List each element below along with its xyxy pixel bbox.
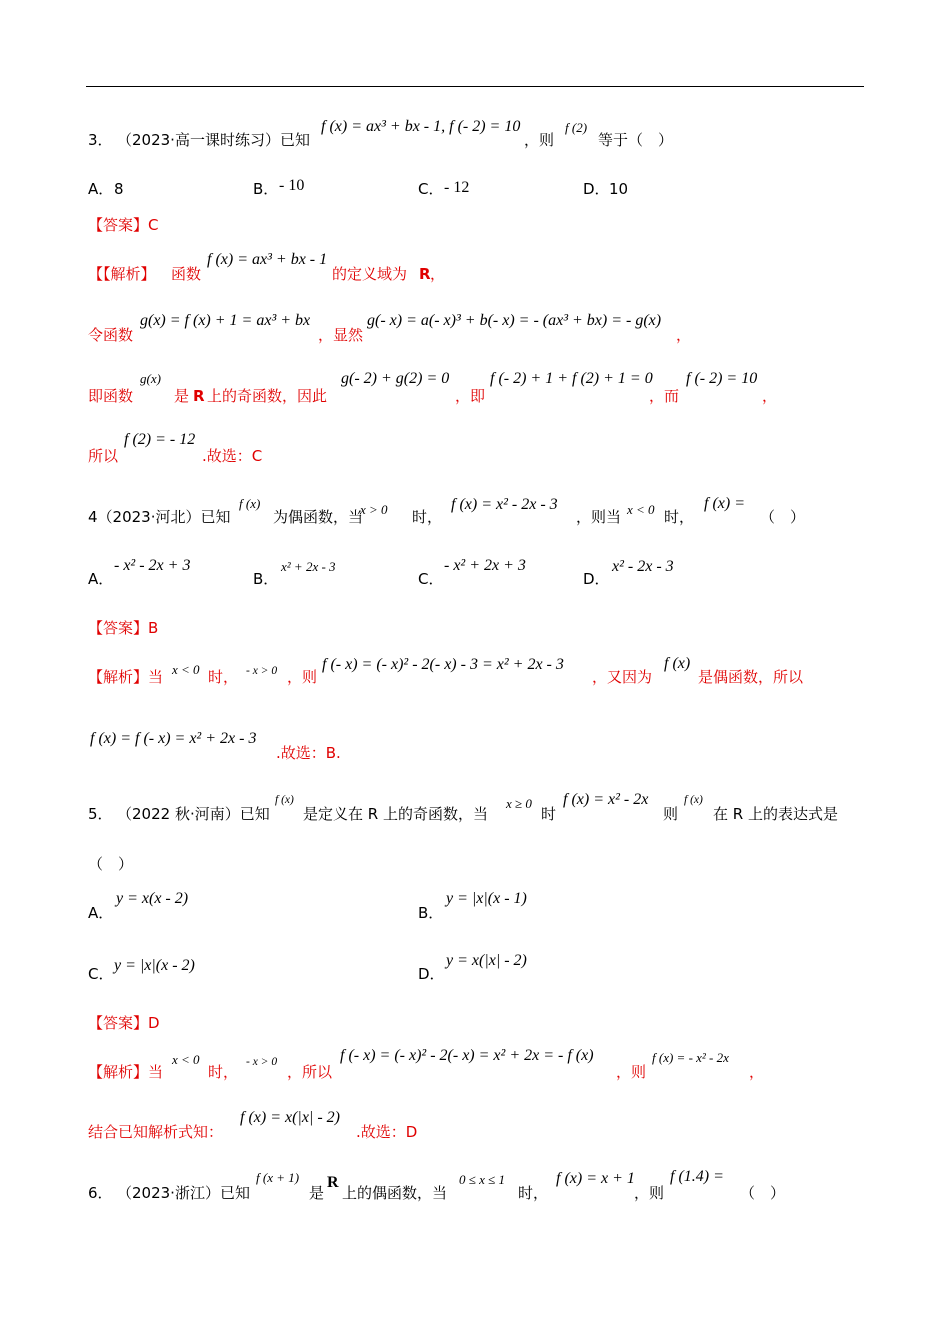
q6-number: 6．	[88, 1184, 113, 1202]
q6-eq1: f (x) = x + 1	[556, 1170, 635, 1187]
q3-analysis-label: 【【解析】	[88, 265, 156, 283]
q3-option-d[interactable]: 10	[609, 180, 629, 198]
q4-analysis-eq2: f (x) = f (- x) = x² + 2x - 3	[90, 730, 257, 747]
q5-analysis-eq: f (- x) = (- x)² - 2(- x) = x² + 2x = - f (x)	[340, 1047, 594, 1064]
q4-answer: 【答案】B	[88, 619, 159, 637]
q4-option-b-label[interactable]: B．	[253, 570, 279, 588]
q3-line3-g: g(x)	[140, 371, 161, 386]
q4-cond2: x < 0	[627, 502, 655, 517]
q3-analysis-domain-comma: ，	[430, 265, 446, 283]
q4-analysis-label: 【解析】当	[88, 668, 164, 686]
q5-analysis-eq3: f (x) = x(|x| - 2)	[240, 1109, 340, 1126]
q6-text1: 是	[309, 1184, 325, 1202]
q4-text3: ，则当	[576, 508, 622, 526]
q5-analysis-t3: ，则	[616, 1063, 647, 1081]
q3-source: （2023·高一课时练习）已知	[117, 131, 310, 149]
q3-line3-odd: 上的奇函数，因此	[207, 387, 328, 405]
q5-analysis-cond1: x < 0	[172, 1052, 200, 1067]
header-rule	[86, 86, 864, 87]
q3-line3-comma: ，	[762, 387, 778, 405]
q4-analysis-eq: f (- x) = (- x)² - 2(- x) - 3 = x² + 2x - 3	[322, 656, 564, 673]
q3-then: ，则	[524, 131, 555, 149]
q3-analysis-formula: f (x) = ax³ + bx - 1	[207, 251, 328, 268]
q5-analysis-t5: .故选：D	[356, 1123, 418, 1141]
q3-option-a-label[interactable]: A．	[88, 180, 114, 198]
q3-line3-lead: 即函数	[88, 387, 134, 405]
q3-option-c[interactable]: - 12	[444, 179, 470, 196]
q3-analysis-domain: 的定义域为	[332, 265, 408, 283]
q4-option-b[interactable]: x² + 2x - 3	[281, 559, 336, 574]
q3-option-c-label[interactable]: C．	[418, 180, 444, 198]
q5-analysis-t1: 时，	[208, 1063, 239, 1081]
q5-f2: f (x)	[684, 794, 703, 806]
q6-text3: 时，	[518, 1184, 549, 1202]
q4-cond1: x > 0	[360, 502, 388, 517]
q3-option-a[interactable]: 8	[114, 180, 124, 198]
q3-line3-is: 是	[174, 387, 190, 405]
q3-line3-eq2: f (- 2) + 1 + f (2) + 1 = 0	[490, 370, 653, 387]
q6-r: R	[327, 1174, 339, 1191]
q3-suffix: 等于（ ）	[598, 131, 674, 149]
q4-eq1: f (x) = x² - 2x - 3	[451, 496, 558, 513]
q3-line3-r: R	[193, 387, 205, 405]
q5-text1: 是定义在 R 上的奇函数，当	[303, 805, 488, 823]
q5-option-c[interactable]: y = |x|(x - 2)	[114, 957, 195, 974]
q3-answer: 【答案】C	[88, 216, 159, 234]
q4-option-a[interactable]: - x² - 2x + 3	[114, 557, 191, 574]
q3-option-b[interactable]: - 10	[279, 177, 305, 194]
q4-text4: 时，	[664, 508, 695, 526]
q3-analysis-func: 函数	[171, 265, 202, 283]
q5-eq1: f (x) = x² - 2x	[563, 791, 649, 808]
q3-line3-ie: ，即	[455, 387, 486, 405]
q4-text2: 时，	[412, 508, 443, 526]
q3-given-formula: f (x) = ax³ + bx - 1, f (- 2) = 10	[321, 118, 521, 135]
q6-source: （2023·浙江）已知	[117, 1184, 250, 1202]
q3-analysis-domain-r: R	[419, 265, 431, 283]
q5-option-d[interactable]: y = x(|x| - 2)	[446, 952, 527, 969]
q4-analysis-t2: ，则	[287, 668, 318, 686]
q3-number: 3．	[88, 131, 113, 149]
q5-answer: 【答案】D	[88, 1014, 160, 1032]
q3-line4-eq: f (2) = - 12	[124, 431, 196, 448]
q5-option-a[interactable]: y = x(x - 2)	[116, 890, 189, 907]
q3-line2-lead: 令函数	[88, 326, 134, 344]
q3-line3-eq1: g(- 2) + g(2) = 0	[341, 370, 450, 387]
q5-analysis-label: 【解析】当	[88, 1063, 164, 1081]
q3-line2-g-def: g(x) = f (x) + 1 = ax³ + bx	[140, 312, 311, 329]
q4-analysis-t5: .故选：B.	[276, 744, 341, 762]
q3-line2-comma: ，	[676, 326, 692, 344]
q5-text2: 时	[541, 805, 557, 823]
q4-analysis-t3: ，又因为	[592, 668, 653, 686]
q5-option-a-label[interactable]: A．	[88, 904, 114, 922]
q4-analysis-cond1: x < 0	[172, 662, 200, 677]
q5-option-d-label[interactable]: D．	[418, 965, 445, 983]
q4-analysis-f: f (x)	[664, 655, 691, 672]
q5-paren: （ ）	[88, 855, 134, 873]
q5-cond1: x ≥ 0	[506, 796, 532, 811]
q5-analysis-t2: ，所以	[287, 1063, 333, 1081]
q3-line4-choose: .故选：C	[202, 447, 263, 465]
q3-option-b-label[interactable]: B．	[253, 180, 279, 198]
q5-text4: 在 R 上的表达式是	[713, 805, 838, 823]
q5-text3: 则	[663, 805, 679, 823]
q5-source: （2022 秋·河南）已知	[117, 805, 270, 823]
q4-text1: 为偶函数，当	[273, 508, 364, 526]
q4-f: f (x)	[239, 496, 261, 511]
q4-option-d-label[interactable]: D．	[583, 570, 610, 588]
q4-option-c-label[interactable]: C．	[418, 570, 444, 588]
q4-option-a-label[interactable]: A．	[88, 570, 114, 588]
q5-analysis-t4: ，	[749, 1063, 765, 1081]
q4-option-d[interactable]: x² - 2x - 3	[612, 558, 674, 575]
q3-ask-formula: f (2)	[565, 120, 588, 135]
q3-line2-obvious: ，显然	[318, 326, 364, 344]
q5-option-b[interactable]: y = |x|(x - 1)	[446, 890, 527, 907]
q5-option-c-label[interactable]: C．	[88, 965, 114, 983]
q3-option-d-label[interactable]: D．	[583, 180, 610, 198]
q6-text4: ，则	[634, 1184, 665, 1202]
q4-analysis-t4: 是偶函数，所以	[698, 668, 804, 686]
q3-line2-odd-proof: g(- x) = a(- x)³ + b(- x) = - (ax³ + bx) = - g(x)	[367, 312, 662, 329]
q5-analysis-line2: 结合已知解析式知：	[88, 1123, 224, 1141]
q5-analysis-cond2: - x > 0	[246, 1056, 278, 1068]
q4-analysis-cond2: - x > 0	[246, 665, 278, 677]
q5-number: 5．	[88, 805, 113, 823]
q6-ask: f (1.4) =	[670, 1168, 724, 1185]
q3-line3-and: ，而	[649, 387, 680, 405]
q4-option-c[interactable]: - x² + 2x + 3	[444, 557, 526, 574]
q4-number: 4（2023·河北）已知	[88, 508, 231, 526]
q5-analysis-eq2: f (x) = - x² - 2x	[652, 1050, 729, 1065]
q5-f: f (x)	[275, 794, 294, 806]
q3-line4-lead: 所以	[88, 447, 119, 465]
q6-text2: 上的偶函数，当	[342, 1184, 448, 1202]
q4-ask: f (x) =	[704, 495, 745, 512]
q5-option-b-label[interactable]: B．	[418, 904, 444, 922]
q6-cond1: 0 ≤ x ≤ 1	[459, 1172, 506, 1187]
q4-paren: （ ）	[760, 508, 806, 526]
q6-paren: （ ）	[740, 1184, 786, 1202]
q6-f: f (x + 1)	[256, 1170, 300, 1185]
q4-analysis-t1: 时，	[208, 668, 239, 686]
q3-line3-eq3: f (- 2) = 10	[686, 370, 758, 387]
